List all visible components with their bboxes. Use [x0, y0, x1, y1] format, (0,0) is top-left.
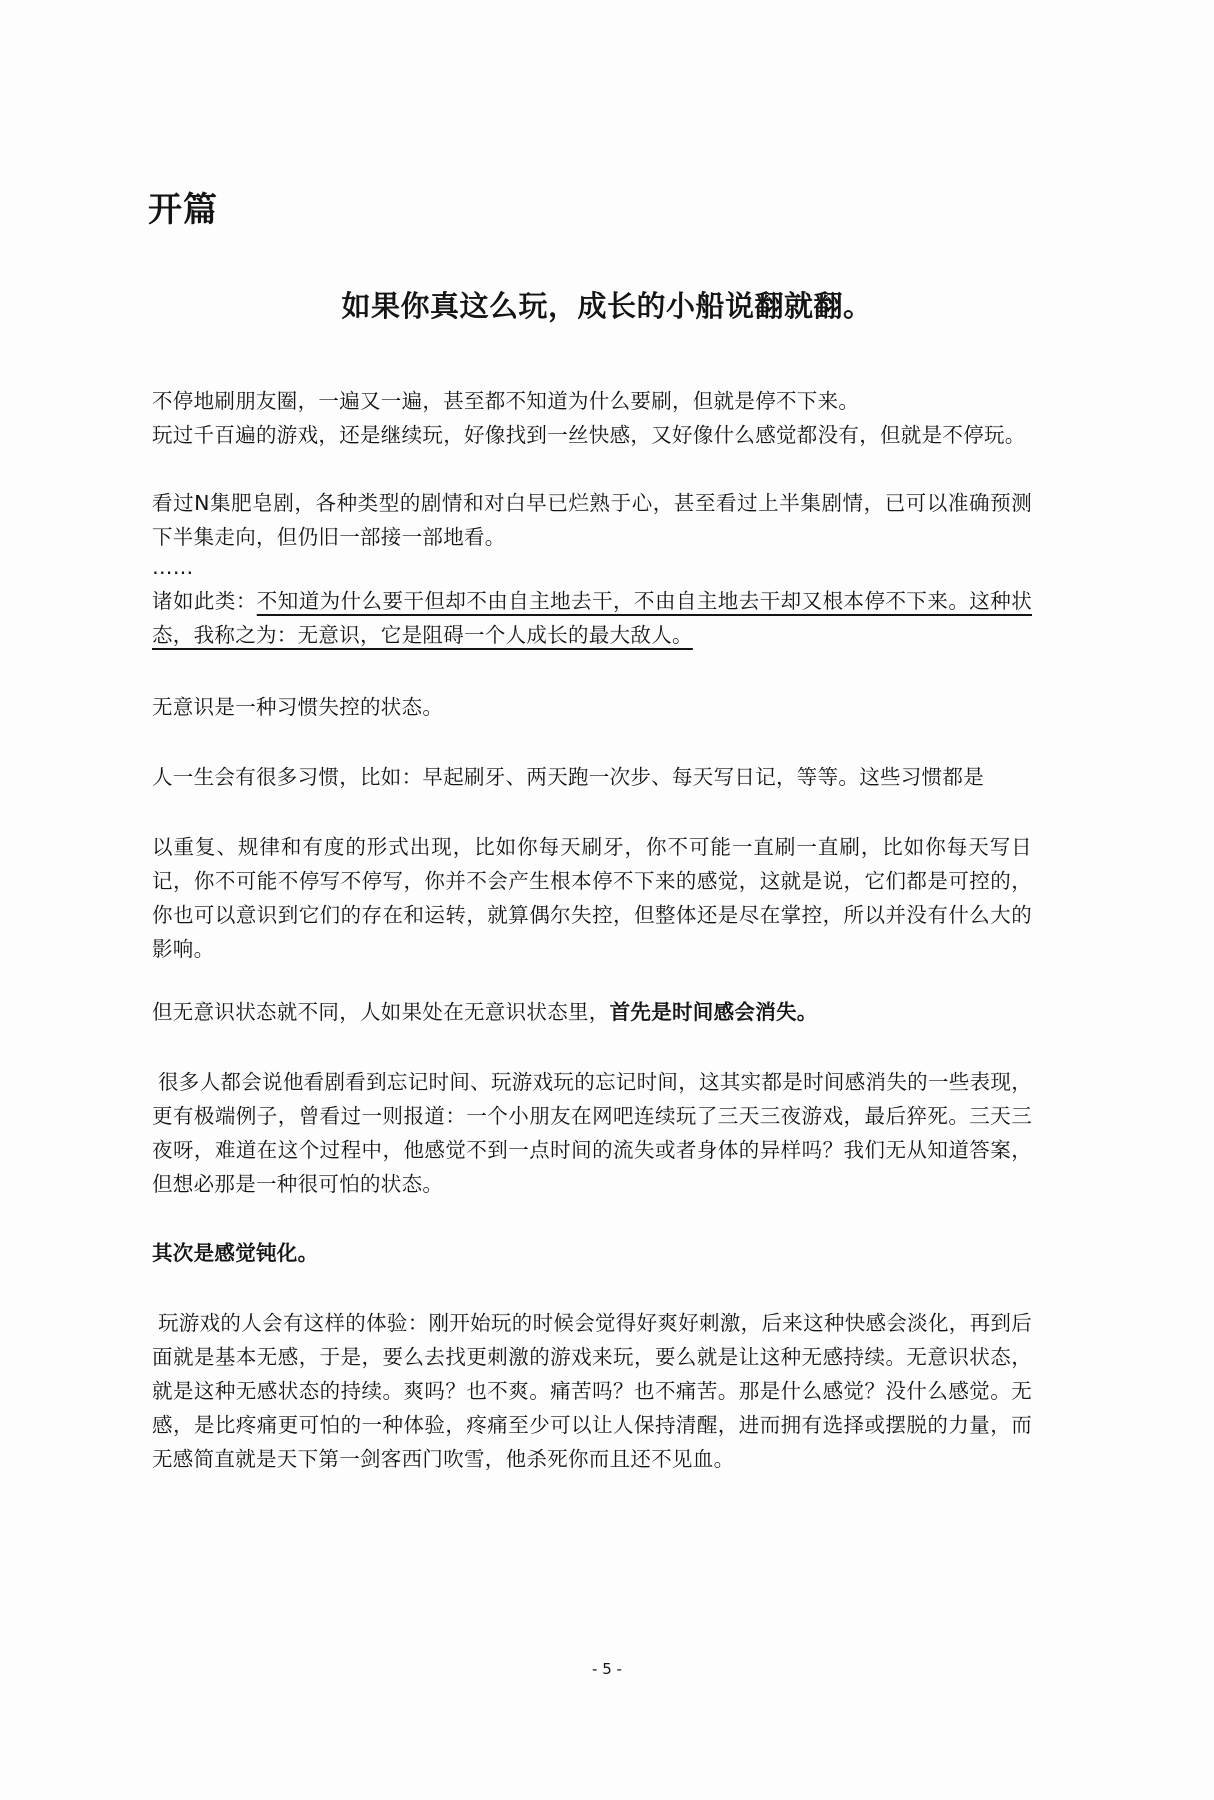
chapter-title: 开篇 [148, 190, 218, 230]
paragraph-10: 其次是感觉钝化。 [152, 1241, 319, 1265]
paragraph-3: 看过N集肥皂剧，各种类型的剧情和对白早已烂熟于心，甚至看过上半集剧情，已可以准确预测下半集走向，但仍旧一部接一部地看。 [152, 491, 1032, 549]
ellipsis: …… [152, 555, 194, 579]
paragraph-9: 很多人都会说他看剧看到忘记时间、玩游戏玩的忘记时间，这其实都是时间感消失的一些表现，更有极端例子，曾看过一则报道：一个小朋友在网吧连续玩了三天三夜游戏，最后猝死。三天三夜呀，难道在这个过程中，他感觉不到一点时间的流失或者身体的异样吗？我们无从知道答案，但想必那是一种很可怕的状态。 [152, 1070, 1032, 1196]
chapter-subtitle: 如果你真这么玩，成长的小船说翻就翻。 [341, 289, 873, 323]
paragraph-7: 以重复、规律和有度的形式出现，比如你每天刷牙，你不可能一直刷一直刷，比如你每天写日记，你不可能不停写不停写，你并不会产生根本停不下来的感觉，这就是说，它们都是可控的，你也可以意识到它们的存在和运转，就算偶尔失控，但整体还是尽在掌控，所以并没有什么大的影响。 [152, 835, 1032, 961]
paragraph-4-lead: 诸如此类： [152, 589, 257, 613]
page-number: - 5 - [592, 1660, 622, 1678]
paragraph-5: 无意识是一种习惯失控的状态。 [152, 695, 444, 719]
paragraph-4 [152, 584, 1032, 652]
paragraph-8-bold: 首先是时间感会消失。 [609, 1000, 818, 1024]
paragraph-2: 玩过千百遍的游戏，还是继续玩，好像找到一丝快感，又好像什么感觉都没有，但就是不停玩。 [152, 423, 1026, 447]
paragraph-6: 人一生会有很多习惯，比如：早起刷牙、两天跑一次步、每天写日记，等等。这些习惯都是 [152, 765, 984, 789]
paragraph-1: 不停地刷朋友圈，一遍又一遍，甚至都不知道为什么要刷，但就是停不下来。 [152, 389, 860, 413]
paragraph-8-lead: 但无意识状态就不同，人如果处在无意识状态里， [152, 1000, 610, 1024]
paragraph-11: 玩游戏的人会有这样的体验：刚开始玩的时候会觉得好爽好刺激，后来这种快感会淡化，再到后面就是基本无感，于是，要么去找更刺激的游戏来玩，要么就是让这种无感持续。无意识状态，就是这种无感状态的持续。爽吗？也不爽。痛苦吗？也不痛苦。那是什么感觉？没什么感觉。无感，是比疼痛更可怕的一种体验，疼痛至少可以让人保持清醒，进而拥有选择或摆脱的力量，而无感简直就是天下第一剑客西门吹雪，他杀死你而且还不见血。 [152, 1311, 1032, 1471]
paragraph-4-underlined: 不知道为什么要干但却不由自主地去干，不由自主地去干却又根本停不下来。这种状态，我称之为：无意识，它是阻碍一个人成长的最大敌人。 [152, 589, 1032, 647]
paragraph-8 [152, 995, 1032, 1029]
